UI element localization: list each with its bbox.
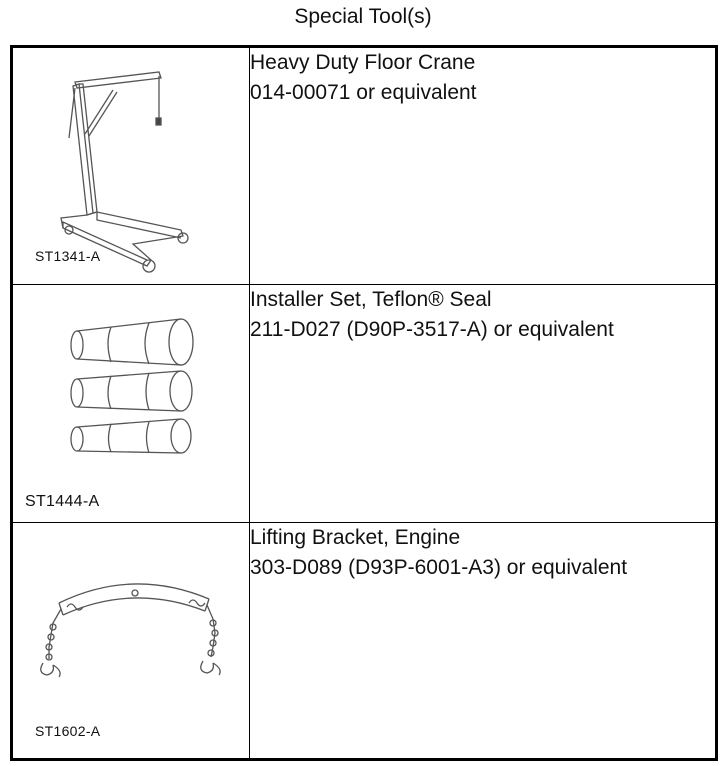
tool-part-number: 303-D089 (D93P-6001-A3) or equivalent [250, 556, 628, 579]
tool-code-label: ST1341-A [35, 248, 101, 264]
tool-description-cell [250, 47, 717, 285]
page-title: Special Tool(s) [294, 5, 432, 28]
seal-installer-set-icon [13, 285, 249, 522]
tool-name: Heavy Duty Floor Crane [250, 51, 476, 74]
tool-description-cell [250, 285, 717, 523]
special-tools-table [10, 45, 718, 761]
tool-part-number: 014-00071 or equivalent [250, 81, 477, 104]
tool-name: Lifting Bracket, Engine [250, 526, 461, 549]
tool-image-cell [12, 47, 250, 285]
tool-name: Installer Set, Teflon® Seal [250, 288, 492, 311]
table-row [12, 47, 717, 285]
tool-image-cell [12, 285, 250, 523]
tool-image-cell [12, 523, 250, 760]
tool-code-label: ST1444-A [25, 493, 100, 510]
table-row [12, 523, 717, 760]
tool-description-cell [250, 523, 717, 760]
table-row [12, 285, 717, 523]
tool-code-label: ST1602-A [35, 723, 101, 739]
tool-part-number: 211-D027 (D90P-3517-A) or equivalent [250, 318, 614, 341]
